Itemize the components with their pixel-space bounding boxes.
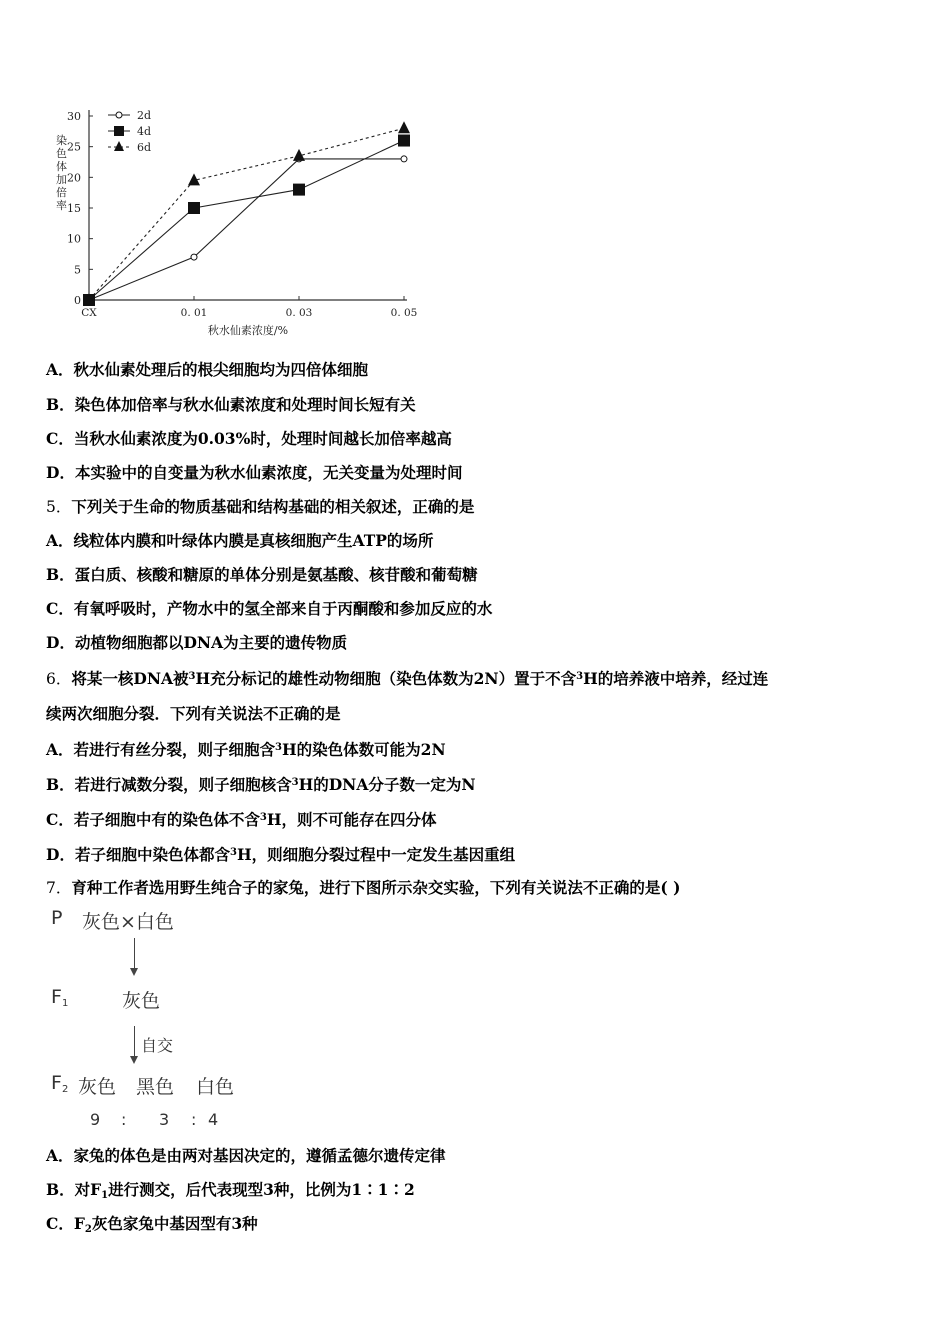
- f2-phenotype-white: 白色: [196, 1076, 235, 1098]
- q7-stem: 7．育种工作者选用野生纯合子的家兔，进行下图所示杂交实验，下列有关说法不正确的是( ): [46, 878, 681, 897]
- q6-option-d: D．若子细胞中染色体都含$^3$H，则细胞分裂过程中一定发生基因重组: [46, 845, 516, 864]
- q6-option-a: A．若进行有丝分裂，则子细胞含$^3$H的染色体数可能为2N: [46, 740, 446, 759]
- legend-marker-6d: [114, 141, 124, 151]
- y-tick-label: 25: [67, 140, 81, 154]
- q5-option-b: B．蛋白质、核酸和糖原的单体分别是氨基酸、核苷酸和葡萄糖: [46, 565, 478, 584]
- q7-option-b: B．对$F_1$进行测交，后代表现型3种，比例为1∶1∶2: [46, 1180, 415, 1201]
- q6-option-b: B．若进行减数分裂，则子细胞核含$^3$H的DNA分子数一定为N: [46, 775, 476, 794]
- arrow-f1-f2-head: [130, 1056, 138, 1064]
- chromosome-doubling-chart: [40, 100, 430, 345]
- f2-phenotype-gray: 灰色: [78, 1076, 117, 1098]
- marker-4d: [188, 202, 200, 214]
- ratio-colon-1: :: [121, 1110, 127, 1129]
- f2-phenotype-black: 黑色: [136, 1076, 175, 1098]
- marker-2d: [191, 254, 197, 260]
- ratio-9: 9: [90, 1110, 101, 1129]
- f1-label: $F_1$: [51, 986, 69, 1009]
- f1-phenotype: 灰色: [122, 990, 161, 1012]
- legend-label-6d: 6d: [137, 141, 152, 154]
- arrow-p-f1: [134, 938, 135, 968]
- y-axis-label-char: 染: [56, 134, 67, 147]
- f2-label: $F_2$: [51, 1072, 69, 1095]
- q5-option-c: C．有氧呼吸时，产物水中的氢全部来自于丙酮酸和参加反应的水: [46, 599, 493, 618]
- q6-stem: 6．将某一核DNA被$^3$H充分标记的雄性动物细胞（染色体数为2N）置于不含$^3$H的培养液中培养，经过连: [46, 669, 769, 688]
- chart-axes: [89, 110, 407, 300]
- y-axis-label-char: 倍: [56, 186, 67, 199]
- q5-option-d: D．动植物细胞都以DNA为主要的遗传物质: [46, 633, 348, 652]
- y-tick-label: 20: [67, 171, 81, 185]
- y-tick-label: 15: [67, 202, 81, 215]
- x-tick-label: 0. 03: [285, 307, 313, 319]
- x-axis-label: 秋水仙素浓度/%: [207, 324, 289, 337]
- y-axis-label-char: 加: [56, 173, 67, 186]
- legend-label-2d: 2d: [137, 109, 152, 122]
- selfing-label: 自交: [141, 1036, 174, 1055]
- legend-marker-4d: [114, 126, 124, 136]
- ratio-3: 3: [159, 1110, 170, 1129]
- x-tick-label: 0. 05: [390, 307, 418, 319]
- q7-option-a: A．家兔的体色是由两对基因决定的，遵循孟德尔遗传定律: [46, 1146, 446, 1165]
- y-tick-label: 10: [67, 232, 81, 246]
- y-tick-label: 30: [67, 110, 81, 123]
- y-axis-label-char: 率: [56, 199, 67, 212]
- q5-stem: 5．下列关于生命的物质基础和结构基础的相关叙述，正确的是: [46, 497, 475, 516]
- series-line-4d: [89, 141, 404, 300]
- marker-4d: [293, 184, 305, 196]
- y-tick-label: 0: [74, 294, 81, 307]
- q6-option-c: C．若子细胞中有的染色体不含$^3$H，则不可能存在四分体: [46, 810, 437, 829]
- y-axis-label-char: 体: [56, 160, 67, 173]
- ratio-4: 4: [208, 1110, 219, 1129]
- legend-label-4d: 4d: [137, 125, 152, 138]
- series-line-2d: [89, 159, 404, 300]
- chart-series: [83, 121, 410, 306]
- ratio-colon-2: :: [191, 1110, 197, 1129]
- q6-stem-line2: 续两次细胞分裂．下列有关说法不正确的是: [46, 704, 341, 723]
- y-axis-label-char: 色: [56, 147, 67, 160]
- x-tick-label: 0. 01: [180, 307, 208, 319]
- q4-option-c: C．当秋水仙素浓度为0.03%时，处理时间越长加倍率越高: [46, 429, 452, 448]
- q4-option-b: B．染色体加倍率与秋水仙素浓度和处理时间长短有关: [46, 395, 416, 414]
- p-cross: 灰色×白色: [82, 911, 174, 933]
- arrow-p-f1-head: [130, 968, 138, 976]
- q5-option-a: A．线粒体内膜和叶绿体内膜是真核细胞产生ATP的场所: [46, 531, 434, 550]
- marker-2d: [401, 156, 407, 162]
- series-line-6d: [89, 128, 404, 300]
- marker-6d: [398, 121, 410, 133]
- marker-4d: [398, 135, 410, 147]
- y-tick-label: 5: [74, 263, 81, 277]
- q4-option-d: D．本实验中的自变量为秋水仙素浓度，无关变量为处理时间: [46, 463, 463, 482]
- legend-marker-2d: [116, 112, 122, 118]
- chart-legend: [108, 109, 151, 154]
- y-axis-label: [56, 133, 67, 212]
- q7-option-c: C．$F_2$灰色家兔中基因型有3种: [46, 1214, 258, 1235]
- arrow-f1-f2: [134, 1026, 135, 1056]
- p-label: P: [51, 907, 63, 929]
- x-tick-label: CX: [81, 307, 97, 319]
- q4-option-a: A．秋水仙素处理后的根尖细胞均为四倍体细胞: [46, 360, 369, 379]
